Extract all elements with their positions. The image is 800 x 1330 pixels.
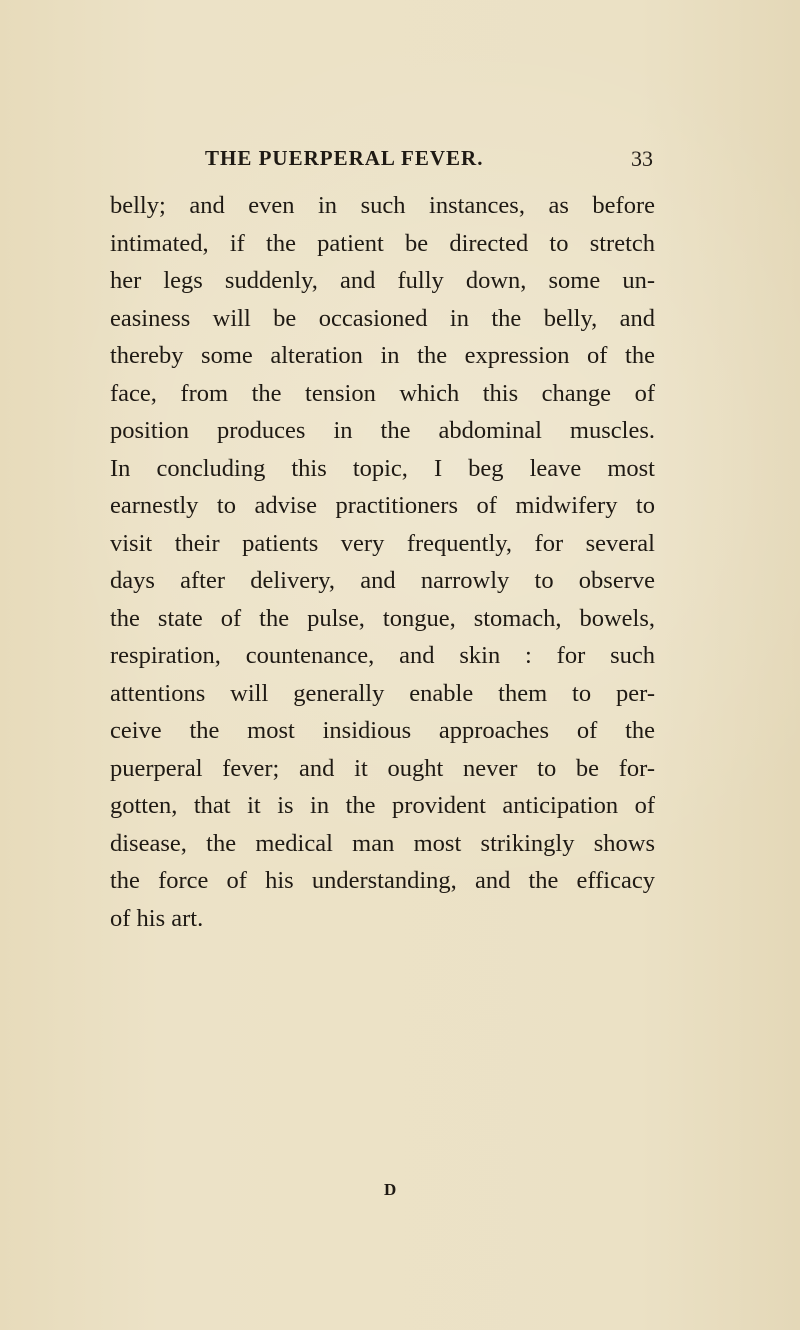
running-title: THE PUERPERAL FEVER. xyxy=(205,146,484,170)
text-line: ceive the most insidious approaches of the xyxy=(110,717,655,744)
text-line: attentions will generally enable them to per- xyxy=(110,679,655,707)
text-line: thereby some alteration in the expression of the xyxy=(110,342,655,369)
text-line: of his art. xyxy=(110,904,204,932)
text-line: the force of his understanding, and the efficacy xyxy=(110,867,655,894)
text-line: disease, the medical man most strikingly shows xyxy=(110,829,655,857)
text-line: days after delivery, and narrowly to observe xyxy=(110,567,655,594)
text-line: face, from the tension which this change of xyxy=(110,379,655,407)
text-line: belly; and even in such instances, as before xyxy=(110,192,655,219)
text-line: In concluding this topic, I beg leave most xyxy=(110,454,655,482)
text-line: earnestly to advise practitioners of midwifery to xyxy=(110,492,655,519)
text-line: intimated, if the patient be directed to stretch xyxy=(110,229,655,257)
body-text xyxy=(110,187,655,937)
text-line: her legs suddenly, and fully down, some un- xyxy=(110,267,655,294)
text-line: easiness will be occasioned in the belly, and xyxy=(110,304,655,332)
page-number: 33 xyxy=(631,146,653,171)
text-line: gotten, that it is in the provident anticipation of xyxy=(110,792,655,819)
text-line: puerperal fever; and it ought never to be for- xyxy=(110,754,655,782)
text-line: position produces in the abdominal muscles. xyxy=(110,417,655,444)
page-header xyxy=(205,146,653,180)
text-line: visit their patients very frequently, for several xyxy=(110,529,655,557)
text-line: the state of the pulse, tongue, stomach, bowels, xyxy=(110,604,655,632)
text-line: respiration, countenance, and skin : for such xyxy=(110,642,655,669)
signature-mark: D xyxy=(384,1180,398,1199)
